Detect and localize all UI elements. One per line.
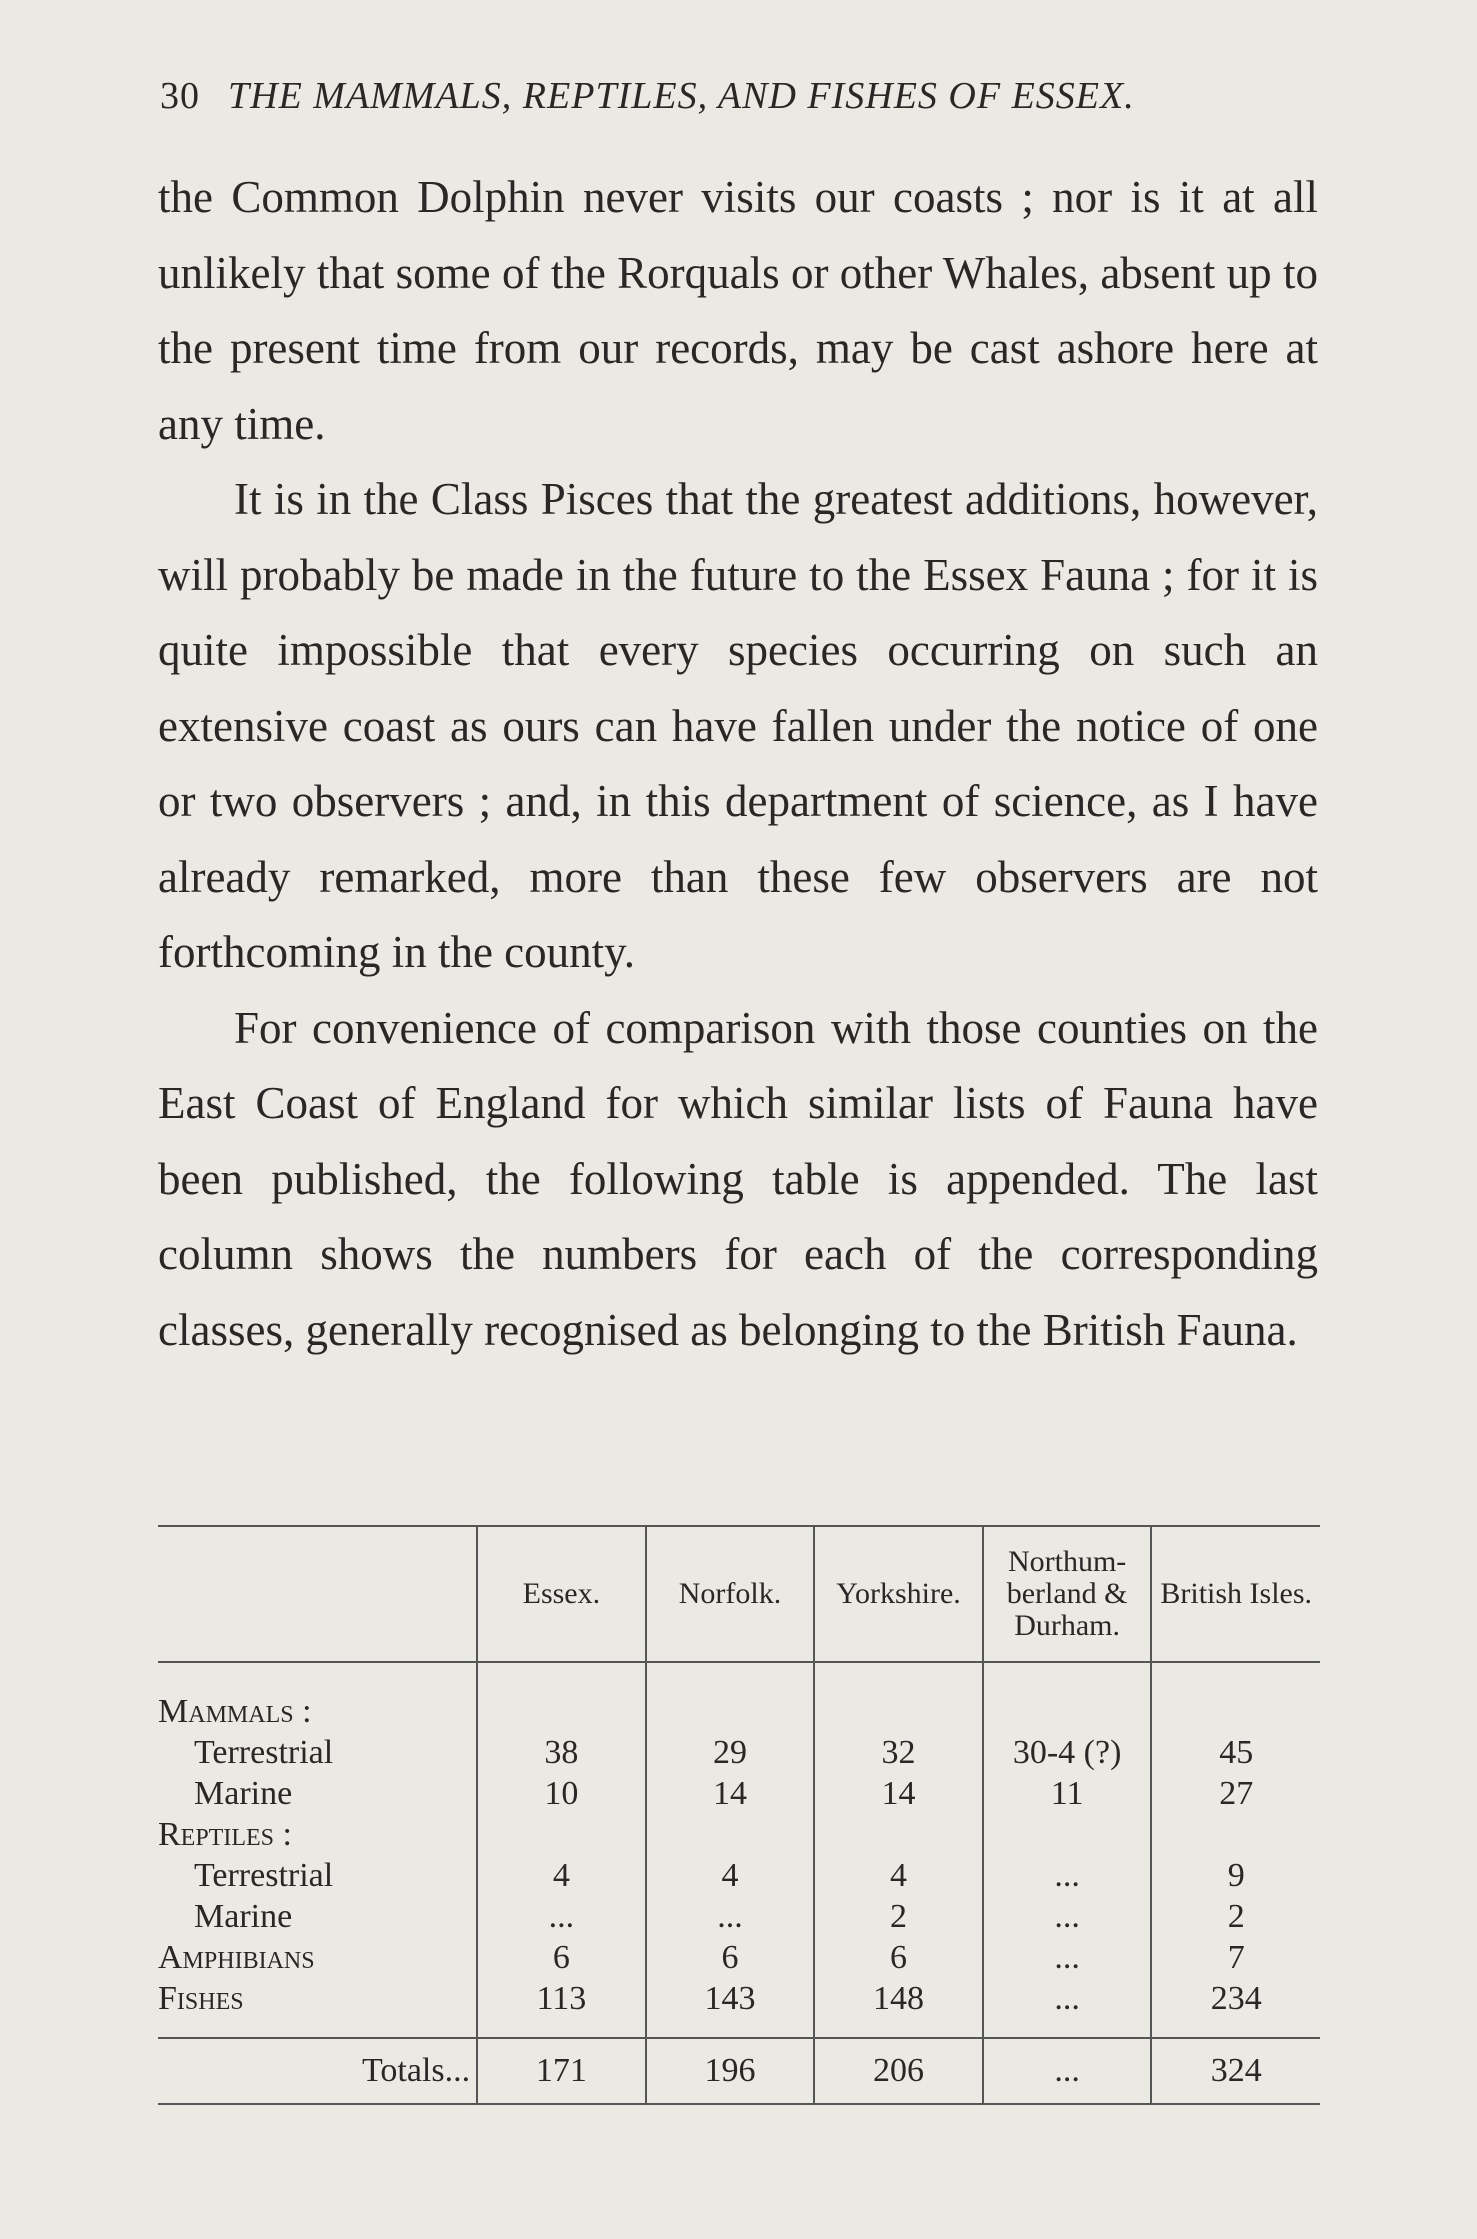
table-cell: 171 — [477, 2038, 646, 2104]
table-cell: 196 — [646, 2038, 815, 2104]
empty-cell — [646, 1662, 815, 1732]
table-row — [158, 1732, 1320, 1773]
table-cell: 9 — [1151, 1855, 1320, 1896]
table-row-group — [158, 1662, 1320, 1732]
table-cell: 324 — [1151, 2038, 1320, 2104]
table-cell: ... — [983, 1855, 1152, 1896]
empty-cell — [477, 1814, 646, 1855]
table-cell: 27 — [1151, 1773, 1320, 1814]
table-cell: 14 — [646, 1773, 815, 1814]
table-cell: 206 — [814, 2038, 983, 2104]
table-cell: 30-4 (?) — [983, 1732, 1152, 1773]
table-row — [158, 1978, 1320, 2019]
empty-cell — [477, 2019, 646, 2038]
empty-cell — [477, 1662, 646, 1732]
running-head — [160, 74, 1330, 118]
body-text — [158, 160, 1318, 1368]
table-row — [158, 1855, 1320, 1896]
table-row — [158, 1937, 1320, 1978]
table-cell: ... — [983, 1978, 1152, 2019]
table-cell: 6 — [477, 1937, 646, 1978]
table-cell: 10 — [477, 1773, 646, 1814]
table-cell: ... — [477, 1896, 646, 1937]
totals-label: Totals... — [158, 2038, 477, 2104]
table-cell: 6 — [646, 1937, 815, 1978]
table-row — [158, 1896, 1320, 1937]
table-cell: ... — [646, 1896, 815, 1937]
table-row-group — [158, 1814, 1320, 1855]
column-header-essex: Essex. — [477, 1526, 646, 1662]
empty-cell — [814, 1814, 983, 1855]
paragraph-pisces: It is in the Class Pisces that the greatest additions, however, will probably be made in the future to the Essex Fauna ; for it is quite impossible that every species occurring on such an extensive coast as ours can have fallen under the notice of one or two observers ; and, in this department of science, as I have already remarked, more than these few observers are not forthcoming in the county. — [158, 474, 1318, 977]
empty-cell — [646, 1814, 815, 1855]
table-cell: ... — [983, 1896, 1152, 1937]
table-cell: 7 — [1151, 1937, 1320, 1978]
empty-cell — [814, 2019, 983, 2038]
empty-cell — [646, 2019, 815, 2038]
table-cell: 32 — [814, 1732, 983, 1773]
table-cell: 29 — [646, 1732, 815, 1773]
table-cell: 148 — [814, 1978, 983, 2019]
column-header-norfolk: Norfolk. — [646, 1526, 815, 1662]
group-label-reptiles: Reptiles : — [158, 1816, 292, 1853]
table-cell: 6 — [814, 1937, 983, 1978]
empty-cell — [983, 2019, 1152, 2038]
empty-cell — [983, 1662, 1152, 1732]
empty-cell — [1151, 1814, 1320, 1855]
column-header-british-isles: British Isles. — [1151, 1526, 1320, 1662]
table-cell: 4 — [814, 1855, 983, 1896]
row-label: Terrestrial — [194, 1734, 334, 1771]
table-spacer-row — [158, 2019, 1320, 2038]
table-cell: 2 — [1151, 1896, 1320, 1937]
running-title: THE MAMMALS, REPTILES, AND FISHES OF ESSEX. — [228, 75, 1135, 117]
empty-cell — [1151, 1662, 1320, 1732]
empty-cell — [158, 2019, 477, 2038]
table-cell: 4 — [477, 1855, 646, 1896]
column-header-yorkshire: Yorkshire. — [814, 1526, 983, 1662]
table-cell: ... — [983, 2038, 1152, 2104]
page-number: 30 — [160, 75, 200, 117]
empty-cell — [1151, 2019, 1320, 2038]
row-label: Marine — [194, 1898, 293, 1935]
table-header-row — [158, 1526, 1320, 1662]
row-label: Marine — [194, 1775, 293, 1812]
column-header-northumberland-durham: Northum-berland & Durham. — [983, 1526, 1152, 1662]
paragraph-continued: the Common Dolphin never visits our coasts ; nor is it at all unlikely that some of the Rorquals or other Whales, absent up to the present time from our records, may be cast ashore here at any time. — [158, 172, 1318, 449]
table-cell: 14 — [814, 1773, 983, 1814]
header-blank — [158, 1526, 477, 1662]
table-cell: 143 — [646, 1978, 815, 2019]
table-cell: 45 — [1151, 1732, 1320, 1773]
table-cell: 38 — [477, 1732, 646, 1773]
fauna-comparison-table — [158, 1525, 1320, 2105]
empty-cell — [983, 1814, 1152, 1855]
table-cell: 4 — [646, 1855, 815, 1896]
table-cell: ... — [983, 1937, 1152, 1978]
table-cell: 2 — [814, 1896, 983, 1937]
empty-cell — [814, 1662, 983, 1732]
table-cell: 234 — [1151, 1978, 1320, 2019]
row-label: Amphibians — [158, 1939, 315, 1976]
paragraph-comparison: For convenience of comparison with those counties on the East Coast of England for which similar lists of Fauna have been published, the following table is appended. The last column shows the numbers for each of the corresponding classes, generally recognised as belonging to the British Fauna. — [158, 1002, 1318, 1355]
totals-row — [158, 2038, 1320, 2104]
group-label-mammals: Mammals : — [158, 1693, 312, 1730]
table-cell: 113 — [477, 1978, 646, 2019]
row-label: Terrestrial — [194, 1857, 334, 1894]
table-cell: 11 — [983, 1773, 1152, 1814]
table-row — [158, 1773, 1320, 1814]
row-label: Fishes — [158, 1980, 244, 2017]
